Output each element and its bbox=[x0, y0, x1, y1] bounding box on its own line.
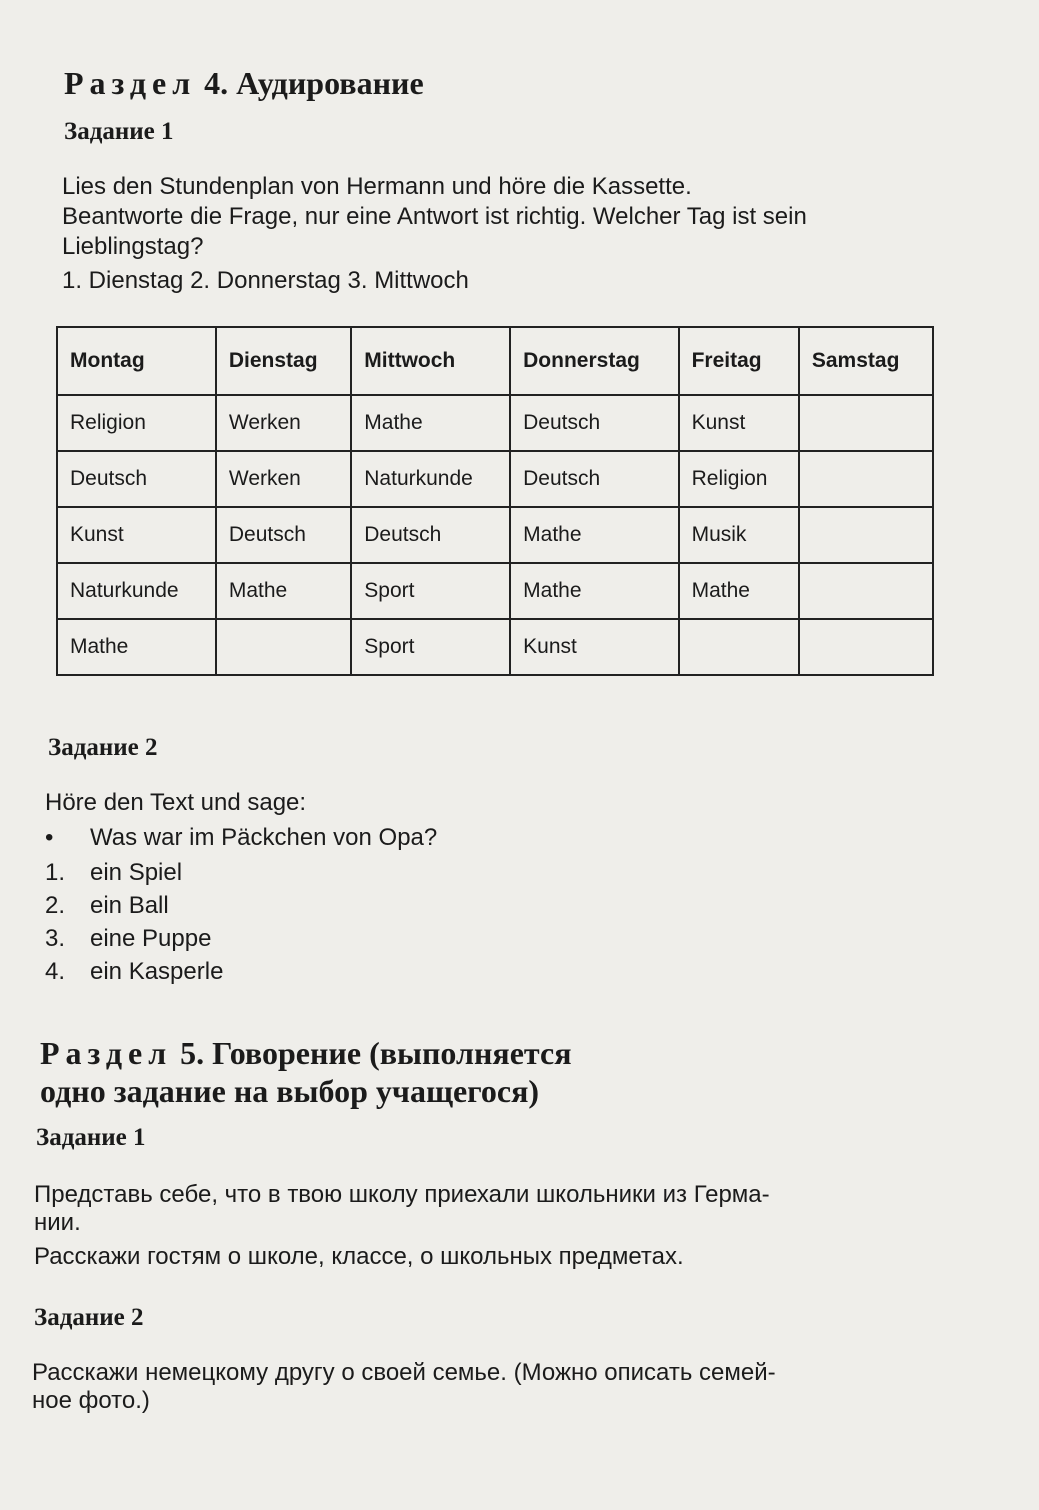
option-text: ein Kasperle bbox=[90, 958, 224, 985]
day-header: Samstag bbox=[799, 327, 933, 395]
table-cell: Deutsch bbox=[216, 507, 351, 563]
section5-task2-text: ное фото.) bbox=[32, 1387, 150, 1414]
table-cell: Naturkunde bbox=[351, 451, 510, 507]
table-cell bbox=[679, 619, 799, 675]
table-cell: Musik bbox=[679, 507, 799, 563]
task1-answer-choices: 1. Dienstag 2. Donnerstag 3. Mittwoch bbox=[62, 267, 469, 294]
table-cell: Mathe bbox=[57, 619, 216, 675]
table-cell: Werken bbox=[216, 451, 351, 507]
table-cell bbox=[799, 563, 933, 619]
table-cell: Deutsch bbox=[57, 451, 216, 507]
section5-task1-heading: Задание 1 bbox=[36, 1124, 146, 1151]
option-text: ein Ball bbox=[90, 892, 169, 919]
option-number: 4. bbox=[45, 958, 66, 985]
table-row bbox=[57, 563, 933, 619]
day-header: Mittwoch bbox=[351, 327, 510, 395]
section5-task1-text: нии. bbox=[34, 1209, 81, 1236]
question-text: Was war im Päckchen von Opa? bbox=[90, 824, 438, 851]
option-text: ein Spiel bbox=[90, 859, 183, 886]
day-header: Montag bbox=[57, 327, 216, 395]
table-row bbox=[57, 451, 933, 507]
day-header: Freitag bbox=[679, 327, 799, 395]
table-cell: Werken bbox=[216, 395, 351, 451]
table-cell: Deutsch bbox=[351, 507, 510, 563]
task1-instruction-line: Beantworte die Frage, nur eine Antwort ist richtig. Welcher Tag ist sein bbox=[62, 203, 807, 230]
table-cell: Deutsch bbox=[510, 451, 678, 507]
section5-heading-line2: одно задание на выбор учащегося) bbox=[40, 1073, 540, 1109]
bullet-icon: • bbox=[45, 824, 54, 851]
table-row bbox=[57, 507, 933, 563]
table-cell: Kunst bbox=[57, 507, 216, 563]
section5-heading: Раздел 5. Говорение (выполняется bbox=[40, 1035, 572, 1071]
table-cell: Kunst bbox=[510, 619, 678, 675]
day-header: Donnerstag bbox=[510, 327, 678, 395]
table-cell bbox=[799, 619, 933, 675]
table-cell bbox=[799, 395, 933, 451]
table-cell: Mathe bbox=[351, 395, 510, 451]
list-item bbox=[45, 889, 223, 922]
table-cell: Deutsch bbox=[510, 395, 678, 451]
table-cell: Mathe bbox=[679, 563, 799, 619]
task2-instruction: Höre den Text und sage: bbox=[45, 789, 307, 816]
timetable bbox=[56, 326, 934, 676]
table-cell: Sport bbox=[351, 619, 510, 675]
table-cell: Mathe bbox=[510, 563, 678, 619]
timetable-header-row bbox=[57, 327, 933, 395]
section5-task1-text: Расскажи гостям о школе, классе, о школьных предметах. bbox=[34, 1243, 684, 1270]
table-row bbox=[57, 395, 933, 451]
table-cell: Religion bbox=[679, 451, 799, 507]
answer-options bbox=[45, 856, 223, 988]
option-text: eine Puppe bbox=[90, 925, 212, 952]
section5-task2-text: Расскажи немецкому другу о своей семье. (Можно описать семей- bbox=[32, 1359, 776, 1386]
option-number: 2. bbox=[45, 892, 66, 919]
table-cell: Religion bbox=[57, 395, 216, 451]
section5-task2-heading: Задание 2 bbox=[34, 1304, 144, 1331]
section5-task1-text: Представь себе, что в твою школу приехали школьники из Герма- bbox=[34, 1181, 770, 1208]
table-cell bbox=[216, 619, 351, 675]
list-item bbox=[45, 856, 223, 889]
list-item bbox=[45, 824, 437, 852]
section4-heading: Раздел 4. Аудирование bbox=[64, 65, 424, 101]
table-row bbox=[57, 619, 933, 675]
table-cell: Naturkunde bbox=[57, 563, 216, 619]
question-list bbox=[45, 824, 437, 852]
section4-task1-heading: Задание 1 bbox=[64, 118, 174, 145]
table-cell: Sport bbox=[351, 563, 510, 619]
table-cell: Kunst bbox=[679, 395, 799, 451]
table-cell bbox=[799, 451, 933, 507]
section4-task2-heading: Задание 2 bbox=[48, 734, 158, 761]
task1-instruction-line: Lies den Stundenplan von Hermann und höre die Kassette. bbox=[62, 173, 692, 200]
task1-instruction-line: Lieblingstag? bbox=[62, 233, 204, 260]
table-cell bbox=[799, 507, 933, 563]
table-cell: Mathe bbox=[216, 563, 351, 619]
list-item bbox=[45, 955, 223, 988]
table-cell: Mathe bbox=[510, 507, 678, 563]
day-header: Dienstag bbox=[216, 327, 351, 395]
option-number: 3. bbox=[45, 925, 66, 952]
list-item bbox=[45, 922, 223, 955]
option-number: 1. bbox=[45, 859, 66, 886]
